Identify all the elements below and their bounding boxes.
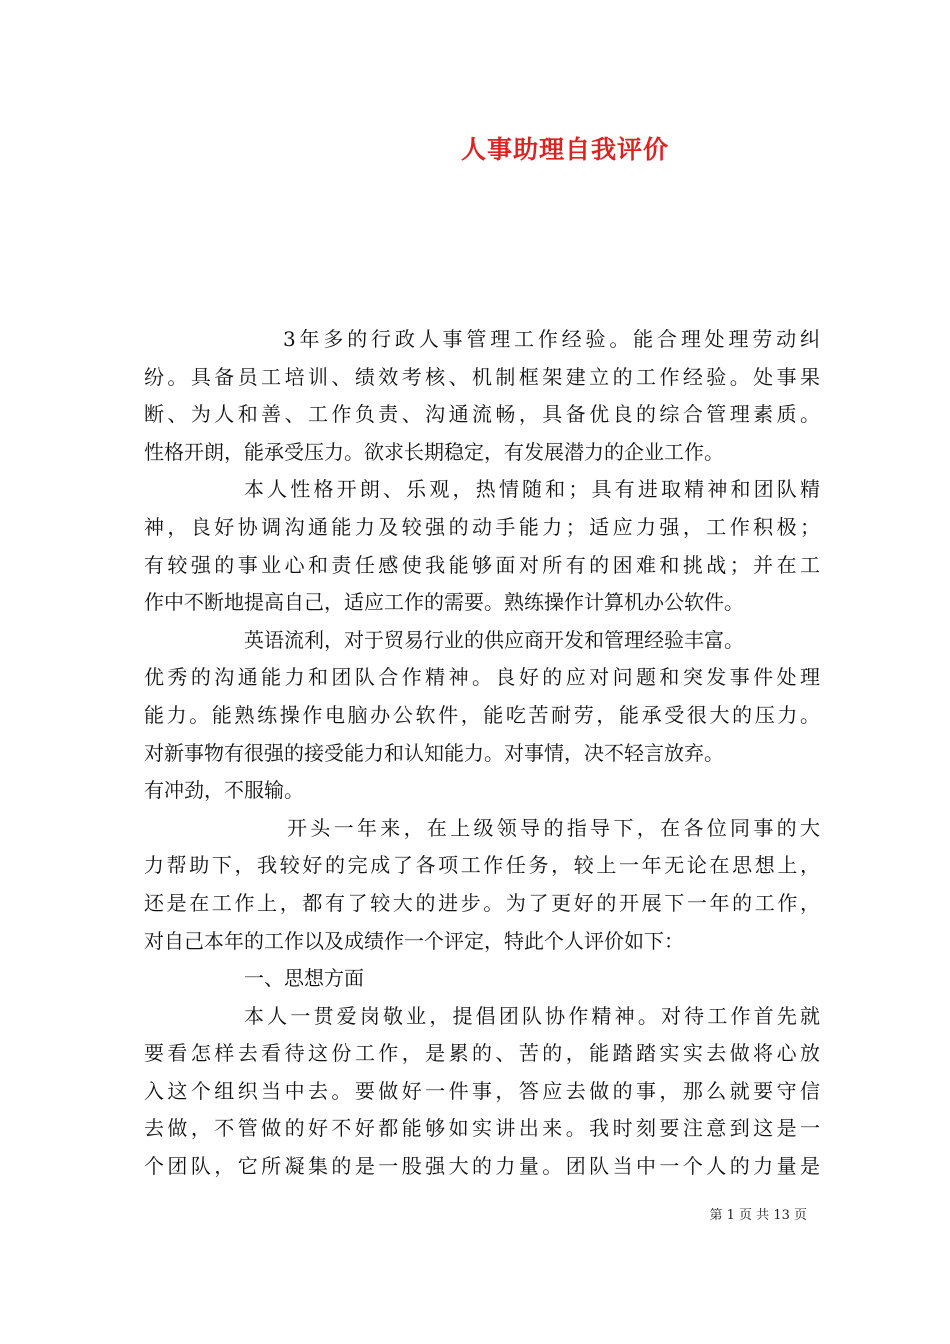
body-line: 3年多的行政人事管理工作经验。能合理处理劳动纠 [283,327,820,351]
body-line: 要看怎样去看待这份工作，是累的、苦的，能踏踏实实去做将心放 [144,1041,820,1066]
body-line: 对新事物有很强的接受能力和认知能力。对事情，决不轻言放弃。 [144,740,724,765]
page-number: 第 1 页 共 13 页 [709,1208,807,1223]
body-line: 英语流利，对于贸易行业的供应商开发和管理经验丰富。 [244,627,744,652]
body-line: 优秀的沟通能力和团队合作精神。良好的应对问题和突发事件处理 [144,665,820,690]
body-line: 还是在工作上，都有了较大的进步。为了更好的开展下一年的工作， [144,890,820,915]
document-body [144,321,820,1186]
body-line: 性格开朗，能承受压力。欲求长期稳定，有发展潜力的企业工作。 [144,439,724,464]
body-line: 作中不断地提高自己，适应工作的需要。熟练操作计算机办公软件。 [144,590,744,615]
body-line: 本人性格开朗、乐观，热情随和；具有进取精神和团队精 [244,477,820,502]
body-line: 有较强的事业心和责任感使我能够面对所有的困难和挑战；并在工 [144,552,820,577]
body-line: 开头一年来，在上级领导的指导下，在各位同事的大 [287,815,820,840]
body-line: 本人一贯爱岗敬业，提倡团队协作精神。对待工作首先就 [244,1003,820,1028]
body-line: 对自己本年的工作以及成绩作一个评定，特此个人评价如下： [144,928,684,953]
body-line: 去做，不管做的好不好都能够如实讲出来。我时刻要注意到这是一 [144,1116,820,1141]
body-line: 个团队，它所凝集的是一股强大的力量。团队当中一个人的力量是 [144,1154,820,1179]
body-line: 能力。能熟练操作电脑办公软件，能吃苦耐劳，能承受很大的压力。 [144,702,820,727]
body-line: 纷。具备员工培训、绩效考核、机制框架建立的工作经验。处事果 [144,364,820,389]
body-line: 断、为人和善、工作负责、沟通流畅，具备优良的综合管理素质。 [144,402,820,427]
document-title: 人事助理自我评价 [460,135,669,164]
body-line: 入这个组织当中去。要做好一件事，答应去做的事，那么就要守信 [144,1078,820,1103]
body-line: 有冲劲，不服输。 [144,778,304,803]
section-heading: 一、思想方面 [244,966,364,991]
body-line: 神，良好协调沟通能力及较强的动手能力；适应力强，工作积极； [144,514,820,539]
body-line: 力帮助下，我较好的完成了各项工作任务，较上一年无论在思想上， [144,853,820,878]
